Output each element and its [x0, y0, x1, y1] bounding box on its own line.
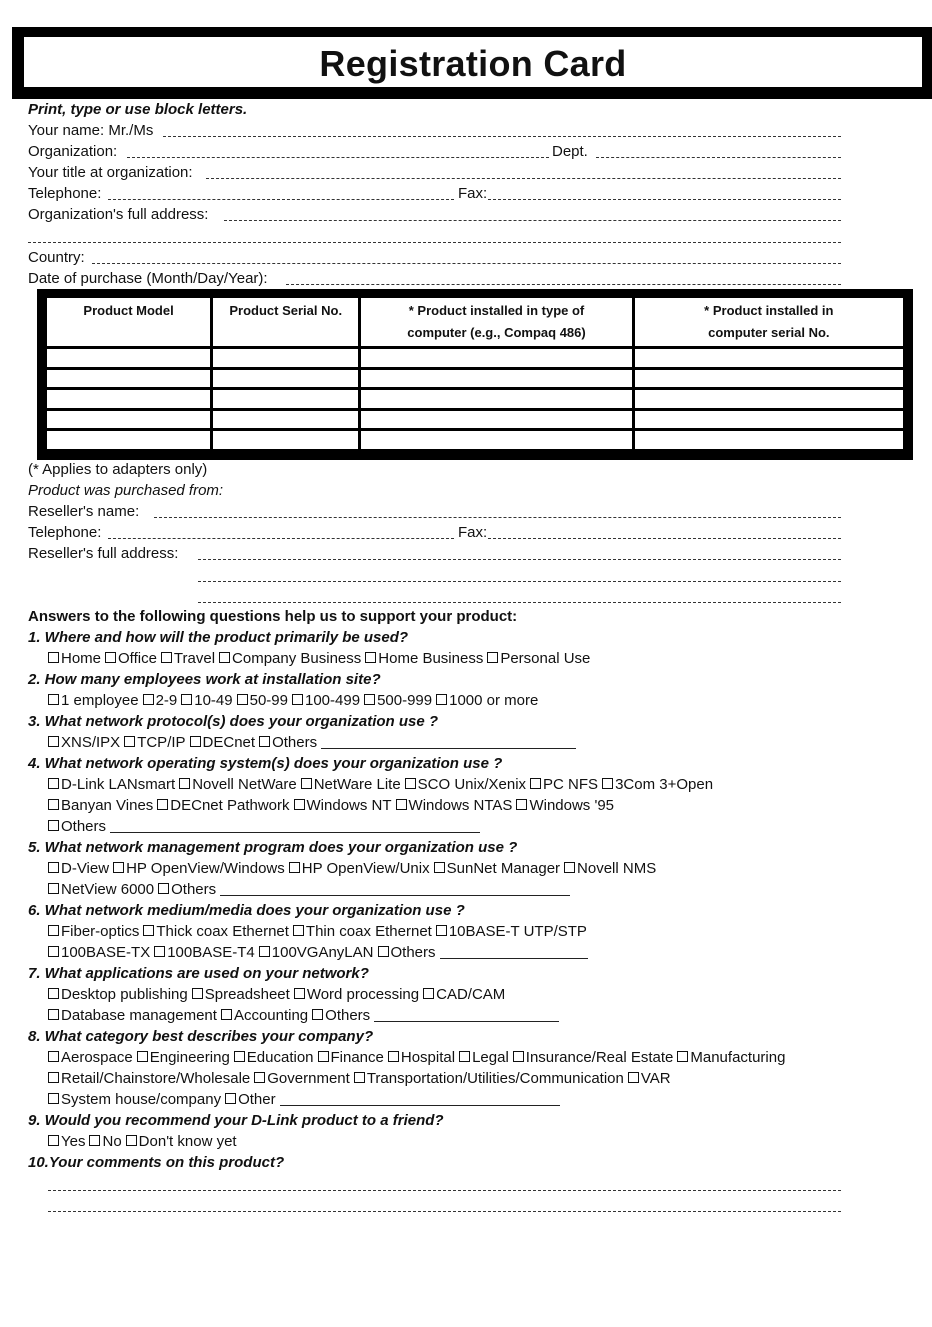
checkbox-option[interactable]: Yes [48, 1133, 85, 1150]
checkbox-icon[interactable] [143, 694, 154, 705]
checkbox-option[interactable]: Database management [48, 1007, 217, 1024]
checkbox-icon[interactable] [89, 1135, 100, 1146]
checkbox-icon[interactable] [318, 1051, 329, 1062]
checkbox-icon[interactable] [602, 778, 613, 789]
checkbox-icon[interactable] [48, 778, 59, 789]
table-row [47, 390, 903, 408]
checkbox-icon[interactable] [365, 652, 376, 663]
question-6-options-line-1 [48, 923, 591, 940]
product-table [37, 289, 913, 460]
reseller-address-field-1[interactable] [198, 559, 841, 560]
table-cell[interactable] [47, 349, 210, 367]
question-9-options [48, 1133, 241, 1150]
question-6-title: 6. What network medium/media does your organization use ? [28, 902, 465, 919]
checkbox-icon[interactable] [388, 1051, 399, 1062]
checkbox-option[interactable]: Retail/Chainstore/Wholesale [48, 1070, 250, 1087]
checkbox-option[interactable]: Government [254, 1070, 350, 1087]
question-6-options-line-2 [48, 944, 588, 961]
name-label: Your name: Mr./Ms [28, 122, 154, 139]
reseller-fax-field[interactable] [488, 538, 841, 539]
question-8-options-line-3 [48, 1091, 560, 1108]
table-cell[interactable] [213, 370, 358, 388]
table-cell[interactable] [47, 390, 210, 408]
checkbox-icon[interactable] [459, 1051, 470, 1062]
checkbox-option[interactable]: Windows '95 [516, 797, 614, 814]
table-cell[interactable] [361, 390, 631, 408]
reseller-address-field-3[interactable] [198, 602, 841, 603]
checkbox-icon[interactable] [161, 652, 172, 663]
reseller-address-field-2[interactable] [198, 581, 841, 582]
reseller-telephone-label: Telephone: [28, 524, 102, 541]
checkbox-icon[interactable] [259, 736, 270, 747]
fax-field[interactable] [488, 199, 841, 200]
checkbox-icon[interactable] [48, 736, 59, 747]
question-7-options-line-2 [48, 1007, 559, 1024]
checkbox-icon[interactable] [354, 1072, 365, 1083]
checkbox-option[interactable]: 100-499 [292, 692, 360, 709]
organization-field[interactable] [127, 157, 549, 158]
checkbox-icon[interactable] [158, 883, 169, 894]
table-cell[interactable] [635, 431, 903, 449]
checkbox-option[interactable]: 3Com 3+Open [602, 776, 713, 793]
checkbox-icon[interactable] [436, 694, 447, 705]
question-4-title: 4. What network operating system(s) does your organization use ? [28, 755, 503, 772]
checkbox-option[interactable]: Office [105, 650, 157, 667]
checkbox-icon[interactable] [126, 1135, 137, 1146]
address-label: Organization's full address: [28, 206, 209, 223]
question-2-title: 2. How many employees work at installation site? [28, 671, 381, 688]
table-cell[interactable] [635, 370, 903, 388]
table-cell[interactable] [213, 431, 358, 449]
others-fill-line[interactable] [321, 734, 576, 749]
dept-label: Dept. [552, 143, 588, 160]
reseller-heading: Product was purchased from: [28, 482, 224, 499]
question-1-options [48, 650, 594, 667]
checkbox-option[interactable]: Novell NetWare [179, 776, 296, 793]
checkbox-icon[interactable] [378, 946, 389, 957]
fax-label: Fax: [458, 185, 488, 202]
question-7-options-line-1 [48, 986, 509, 1003]
checkbox-option[interactable]: Word processing [294, 986, 419, 1003]
checkbox-icon[interactable] [301, 778, 312, 789]
checkbox-option[interactable]: Education [234, 1049, 314, 1066]
checkbox-icon[interactable] [294, 988, 305, 999]
checkbox-icon[interactable] [396, 799, 407, 810]
checkbox-option[interactable]: SunNet Manager [434, 860, 560, 877]
table-cell[interactable] [213, 349, 358, 367]
other-fill-line[interactable] [280, 1091, 560, 1106]
checkbox-icon[interactable] [516, 799, 527, 810]
header-computer-type: * Product installed in type of computer (e.g., Compaq 486) [361, 298, 631, 346]
checkbox-option[interactable]: Others [312, 1007, 370, 1024]
checkbox-option[interactable]: Transportation/Utilities/Communication [354, 1070, 624, 1087]
checkbox-icon[interactable] [564, 862, 575, 873]
organization-label: Organization: [28, 143, 118, 160]
title-banner [12, 27, 932, 99]
checkbox-icon[interactable] [179, 778, 190, 789]
question-8-title: 8. What category best describes your company? [28, 1028, 374, 1045]
checkbox-icon[interactable] [259, 946, 270, 957]
comments-field-1[interactable] [48, 1190, 841, 1191]
table-cell[interactable] [361, 349, 631, 367]
checkbox-icon[interactable] [234, 1051, 245, 1062]
checkbox-icon[interactable] [677, 1051, 688, 1062]
question-3-title: 3. What network protocol(s) does your organization use ? [28, 713, 439, 730]
checkbox-icon[interactable] [105, 652, 116, 663]
checkbox-icon[interactable] [113, 862, 124, 873]
checkbox-option[interactable]: Others [378, 944, 436, 961]
checkbox-option[interactable]: HP OpenView/Windows [113, 860, 285, 877]
question-2-options [48, 692, 542, 709]
checkbox-option[interactable]: NetWare Lite [301, 776, 401, 793]
checkbox-option[interactable]: XNS/IPX [48, 734, 120, 751]
checkbox-option[interactable]: PC NFS [530, 776, 598, 793]
checkbox-option[interactable]: 50-99 [237, 692, 288, 709]
checkbox-option[interactable]: Windows NTAS [396, 797, 513, 814]
product-table-grid [44, 295, 906, 452]
checkbox-option[interactable]: Others [259, 734, 317, 751]
checkbox-option[interactable]: Thin coax Ethernet [293, 923, 432, 940]
question-5-options-line-1 [48, 860, 660, 877]
checkbox-option[interactable]: 100BASE-T4 [154, 944, 255, 961]
checkbox-option[interactable]: DECnet Pathwork [157, 797, 289, 814]
checkbox-option[interactable]: Others [158, 881, 216, 898]
question-8-options-line-2 [48, 1070, 675, 1087]
reseller-telephone-field[interactable] [108, 538, 454, 539]
checkbox-icon[interactable] [48, 1072, 59, 1083]
checkbox-icon[interactable] [48, 820, 59, 831]
table-row [47, 411, 903, 429]
checkbox-icon[interactable] [254, 1072, 265, 1083]
checkbox-icon[interactable] [124, 736, 135, 747]
checkbox-option[interactable]: Other [225, 1091, 276, 1108]
table-cell[interactable] [635, 411, 903, 429]
checkbox-icon[interactable] [364, 694, 375, 705]
checkbox-option[interactable]: D-View [48, 860, 109, 877]
question-5-title: 5. What network management program does your organization use ? [28, 839, 518, 856]
checkbox-option[interactable]: 10-49 [181, 692, 232, 709]
table-cell[interactable] [361, 370, 631, 388]
checkbox-option[interactable]: 100BASE-TX [48, 944, 150, 961]
checkbox-option[interactable]: Banyan Vines [48, 797, 153, 814]
checkbox-option[interactable]: Novell NMS [564, 860, 656, 877]
header-serial-no: Product Serial No. [213, 298, 358, 346]
table-row [47, 349, 903, 367]
checkbox-icon[interactable] [294, 799, 305, 810]
question-7-title: 7. What applications are used on your network? [28, 965, 369, 982]
question-4-options-line-3 [48, 818, 480, 835]
checkbox-option[interactable]: CAD/CAM [423, 986, 505, 1003]
checkbox-icon[interactable] [48, 883, 59, 894]
checkbox-icon[interactable] [292, 694, 303, 705]
reseller-address-label: Reseller's full address: [28, 545, 179, 562]
checkbox-icon[interactable] [221, 1009, 232, 1020]
checkbox-option[interactable]: System house/company [48, 1091, 221, 1108]
checkbox-option[interactable]: TCP/IP [124, 734, 185, 751]
table-cell[interactable] [47, 431, 210, 449]
table-row [47, 431, 903, 449]
checkbox-option[interactable]: D-Link LANsmart [48, 776, 175, 793]
checkbox-icon[interactable] [513, 1051, 524, 1062]
table-cell[interactable] [213, 411, 358, 429]
checkbox-option[interactable]: Accounting [221, 1007, 308, 1024]
checkbox-option[interactable]: VAR [628, 1070, 671, 1087]
question-4-options-line-1 [48, 776, 717, 793]
comments-field-2[interactable] [48, 1211, 841, 1212]
header-computer-serial: * Product installed in computer serial No. [635, 298, 903, 346]
checkbox-option[interactable]: DECnet [190, 734, 256, 751]
checkbox-icon[interactable] [225, 1093, 236, 1104]
checkbox-option[interactable]: Don't know yet [126, 1133, 237, 1150]
questions-intro: Answers to the following questions help us to support your product: [28, 608, 518, 625]
question-4-options-line-2 [48, 797, 618, 814]
checkbox-icon[interactable] [143, 925, 154, 936]
checkbox-icon[interactable] [48, 925, 59, 936]
checkbox-icon[interactable] [48, 1051, 59, 1062]
table-cell[interactable] [213, 390, 358, 408]
checkbox-icon[interactable] [48, 1135, 59, 1146]
checkbox-icon[interactable] [423, 988, 434, 999]
checkbox-icon[interactable] [434, 862, 445, 873]
checkbox-icon[interactable] [48, 862, 59, 873]
checkbox-option[interactable]: 100VGAnyLAN [259, 944, 374, 961]
checkbox-icon[interactable] [48, 1009, 59, 1020]
checkbox-icon[interactable] [289, 862, 300, 873]
name-field[interactable] [163, 136, 841, 137]
checkbox-option[interactable]: Windows NT [294, 797, 392, 814]
table-cell[interactable] [47, 411, 210, 429]
checkbox-option[interactable]: SCO Unix/Xenix [405, 776, 526, 793]
others-fill-line[interactable] [110, 818, 480, 833]
question-1-title: 1. Where and how will the product primarily be used? [28, 629, 409, 646]
checkbox-option[interactable]: 1 employee [48, 692, 139, 709]
checkbox-option[interactable]: Aerospace [48, 1049, 133, 1066]
address-field-1[interactable] [224, 220, 841, 221]
checkbox-option[interactable]: Home Business [365, 650, 483, 667]
table-cell[interactable] [635, 349, 903, 367]
purchase-date-field[interactable] [286, 284, 841, 285]
table-cell[interactable] [635, 390, 903, 408]
table-header-row [47, 298, 903, 346]
title-field[interactable] [206, 178, 841, 179]
country-field[interactable] [92, 263, 841, 264]
checkbox-icon[interactable] [190, 736, 201, 747]
checkbox-option[interactable]: Personal Use [487, 650, 590, 667]
checkbox-option[interactable]: Engineering [137, 1049, 230, 1066]
question-8-options-line-1 [48, 1049, 789, 1066]
reseller-name-label: Reseller's name: [28, 503, 140, 520]
others-fill-line[interactable] [374, 1007, 559, 1022]
checkbox-icon[interactable] [48, 1093, 59, 1104]
checkbox-icon[interactable] [405, 778, 416, 789]
checkbox-option[interactable]: 10BASE-T UTP/STP [436, 923, 587, 940]
table-cell[interactable] [361, 411, 631, 429]
checkbox-icon[interactable] [154, 946, 165, 957]
checkbox-icon[interactable] [48, 694, 59, 705]
dept-field[interactable] [596, 157, 841, 158]
checkbox-option[interactable]: Spreadsheet [192, 986, 290, 1003]
title-box [22, 35, 924, 89]
checkbox-icon[interactable] [181, 694, 192, 705]
checkbox-icon[interactable] [137, 1051, 148, 1062]
page-title: Registration Card [319, 43, 627, 84]
checkbox-icon[interactable] [293, 925, 304, 936]
checkbox-option[interactable]: Fiber-optics [48, 923, 139, 940]
checkbox-icon[interactable] [192, 988, 203, 999]
title-label: Your title at organization: [28, 164, 193, 181]
checkbox-option[interactable]: Desktop publishing [48, 986, 188, 1003]
checkbox-option[interactable]: 500-999 [364, 692, 432, 709]
checkbox-icon[interactable] [48, 799, 59, 810]
checkbox-option[interactable]: Home [48, 650, 101, 667]
telephone-field[interactable] [108, 199, 454, 200]
checkbox-option[interactable]: No [89, 1133, 121, 1150]
checkbox-icon[interactable] [487, 652, 498, 663]
others-fill-line[interactable] [220, 881, 570, 896]
checkbox-icon[interactable] [219, 652, 230, 663]
instruction-text: Print, type or use block letters. [28, 101, 248, 118]
checkbox-icon[interactable] [48, 652, 59, 663]
others-fill-line[interactable] [440, 944, 588, 959]
table-row [47, 370, 903, 388]
question-5-options-line-2 [48, 881, 570, 898]
question-3-options [48, 734, 576, 751]
checkbox-option[interactable]: Insurance/Real Estate [513, 1049, 674, 1066]
checkbox-icon[interactable] [237, 694, 248, 705]
purchase-date-label: Date of purchase (Month/Day/Year): [28, 270, 268, 287]
checkbox-icon[interactable] [436, 925, 447, 936]
question-9-title: 9. Would you recommend your D-Link product to a friend? [28, 1112, 444, 1129]
address-field-2[interactable] [28, 242, 841, 243]
checkbox-icon[interactable] [628, 1072, 639, 1083]
checkbox-option[interactable]: Manufacturing [677, 1049, 785, 1066]
checkbox-option[interactable]: Finance [318, 1049, 384, 1066]
checkbox-option[interactable]: NetView 6000 [48, 881, 154, 898]
table-cell[interactable] [47, 370, 210, 388]
checkbox-option[interactable]: Company Business [219, 650, 361, 667]
checkbox-option[interactable]: Legal [459, 1049, 509, 1066]
country-label: Country: [28, 249, 85, 266]
checkbox-option[interactable]: Travel [161, 650, 215, 667]
checkbox-option[interactable]: 2-9 [143, 692, 178, 709]
table-cell[interactable] [361, 431, 631, 449]
reseller-fax-label: Fax: [458, 524, 488, 541]
checkbox-option[interactable]: HP OpenView/Unix [289, 860, 430, 877]
question-10-title: 10.Your comments on this product? [28, 1154, 285, 1171]
checkbox-option[interactable]: Thick coax Ethernet [143, 923, 289, 940]
checkbox-icon[interactable] [48, 988, 59, 999]
checkbox-icon[interactable] [530, 778, 541, 789]
footnote: (* Applies to adapters only) [28, 461, 208, 478]
checkbox-option[interactable]: 1000 or more [436, 692, 538, 709]
checkbox-icon[interactable] [48, 946, 59, 957]
checkbox-icon[interactable] [312, 1009, 323, 1020]
checkbox-option[interactable]: Others [48, 818, 106, 835]
reseller-name-field[interactable] [154, 517, 841, 518]
checkbox-option[interactable]: Hospital [388, 1049, 455, 1066]
telephone-label: Telephone: [28, 185, 102, 202]
checkbox-icon[interactable] [157, 799, 168, 810]
header-product-model: Product Model [47, 298, 210, 346]
